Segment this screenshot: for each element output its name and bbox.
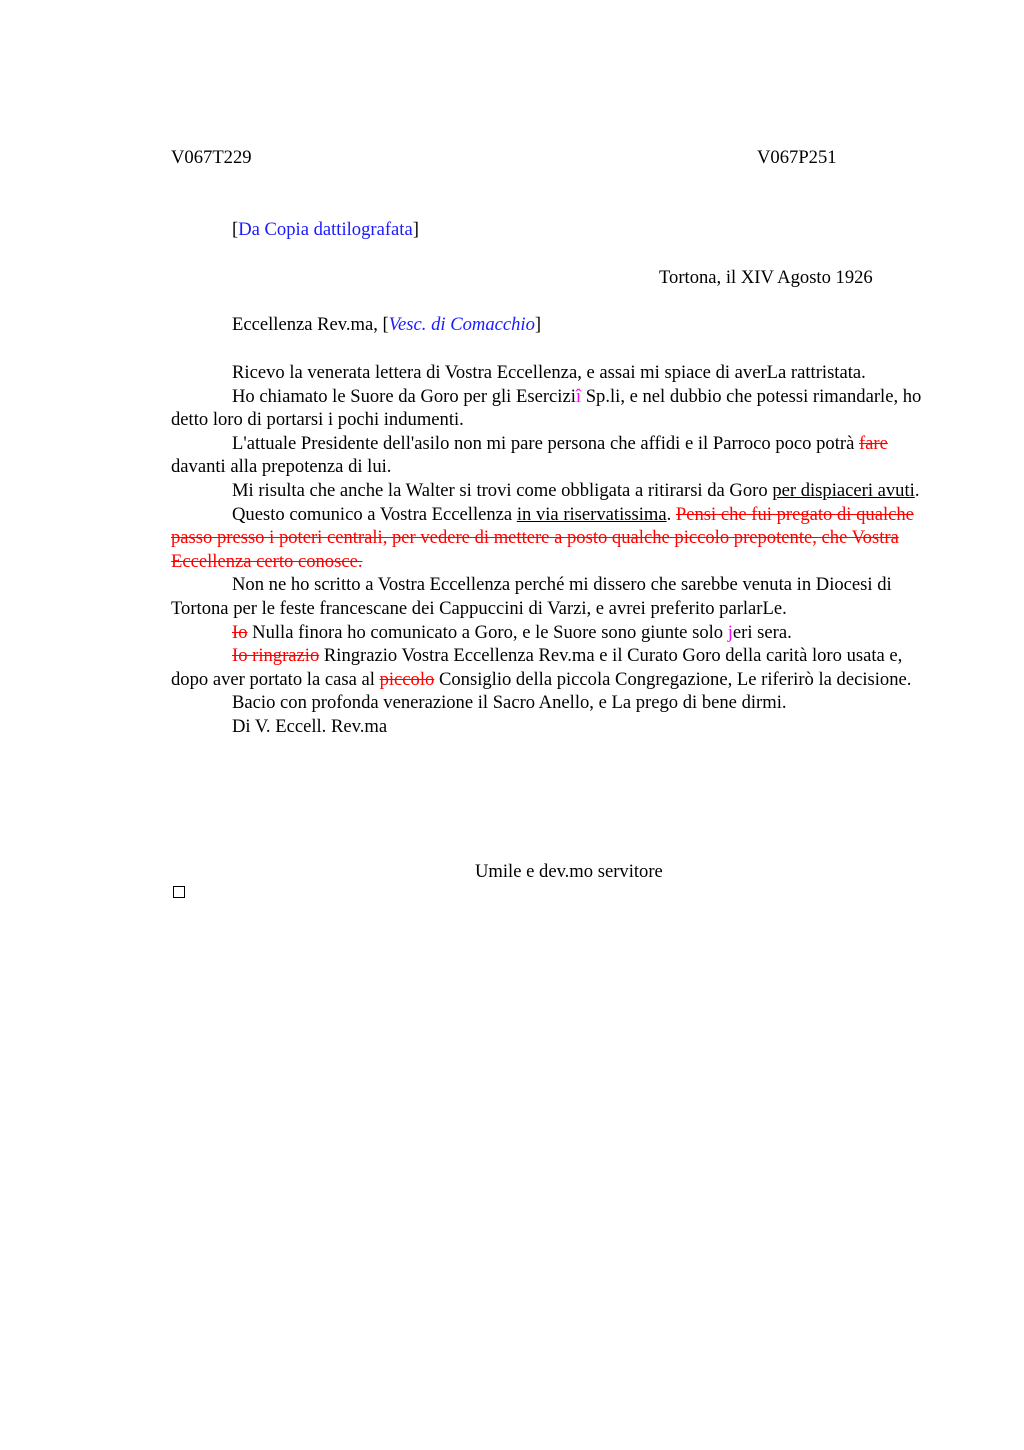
header-right-code: V067P251 (757, 147, 837, 168)
underlined-text: in via riservatissima (516, 503, 667, 525)
salutation-recipient: Vesc. di Comacchio (388, 314, 535, 335)
closing-line: Umile e dev.mo servitore (475, 861, 663, 882)
paragraph-4-text-a: Mi risulta che anche la Walter si trovi come obbligata a ritirarsi da Goro (232, 479, 773, 501)
deleted-text: piccolo (379, 668, 435, 690)
salutation-close: ] (534, 314, 542, 335)
paragraph-4-text-b: . (914, 479, 920, 501)
header-left-code: V067T229 (171, 147, 252, 168)
checkbox-square-icon (173, 886, 185, 898)
paragraph-3-text-b: davanti alla prepotenza di lui. (171, 456, 392, 478)
paragraph-8-text-b: Consiglio della piccola Congregazione, Le riferirò la decisione. (434, 668, 912, 690)
paragraph-10: Di V. Eccell. Rev.ma (232, 715, 388, 737)
paragraph-7-text-a: Nulla finora ho comunicato a Goro, e le Suore sono giunte solo (247, 621, 728, 643)
salutation (232, 313, 541, 337)
paragraph-3-text-a: L'attuale Presidente dell'asilo non mi pare persona che affidi e il Parroco poco potrà (232, 432, 859, 454)
source-note-text: Da Copia dattilografata (238, 219, 413, 240)
paragraph-2 (171, 385, 926, 432)
source-note (232, 218, 419, 242)
deleted-text: Pensi che fui pregato di qualche passo presso i poteri centrali, per vedere di mettere a posto qualche piccolo prepotente, che Vostra Eccellenza certo conosce. (171, 503, 914, 572)
paragraph-5 (171, 503, 926, 574)
paragraph-9: Bacio con profonda venerazione il Sacro Anello, e La prego di bene dirmi. (232, 692, 787, 714)
inserted-mark: j (727, 621, 733, 643)
paragraph-6: Non ne ho scritto a Vostra Eccellenza perché mi dissero che sarebbe venuta in Diocesi di Tortona per le feste francescane dei Cappuccini di Varzi, e avrei preferito parlarLe. (171, 574, 892, 619)
paragraph-2-text-b: Sp.li, e nel dubbio che potessi rimandarle, ho detto loro di portarsi i pochi indumenti. (171, 385, 922, 431)
paragraph-8-text-a: Ringrazio Vostra Eccellenza Rev.ma e il Curato Goro della carità loro usata e, dopo aver portato la casa al (171, 645, 903, 690)
paragraph-3 (171, 432, 926, 479)
deleted-text: fare (858, 432, 888, 454)
deleted-text: Io ringrazio (232, 645, 320, 667)
underlined-text: per dispiaceri avuti (772, 479, 915, 501)
date-line: Tortona, il XIV Agosto 1926 (659, 267, 873, 288)
source-note-close: ] (412, 219, 419, 240)
paragraph-8 (171, 644, 926, 691)
salutation-text: Eccellenza Rev.ma, [ (232, 314, 389, 335)
paragraph-7-text-b: eri sera. (732, 621, 792, 643)
source-note-open: [ (232, 219, 239, 240)
paragraph-1: Ricevo la venerata lettera di Vostra Eccellenza, e assai mi spiace di averLa rattristata. (232, 362, 866, 383)
deleted-text: Io (232, 621, 248, 643)
paragraph-4 (171, 479, 926, 503)
paragraph-5-text-a: Questo comunico a Vostra Eccellenza (232, 503, 517, 525)
inserted-mark: î (575, 385, 582, 407)
letter-body (171, 361, 926, 739)
paragraph-7 (171, 621, 926, 645)
paragraph-2-text-a: Ho chiamato le Suore da Goro per gli Esercizi (232, 385, 576, 407)
paragraph-5-text-b: . (666, 503, 676, 525)
